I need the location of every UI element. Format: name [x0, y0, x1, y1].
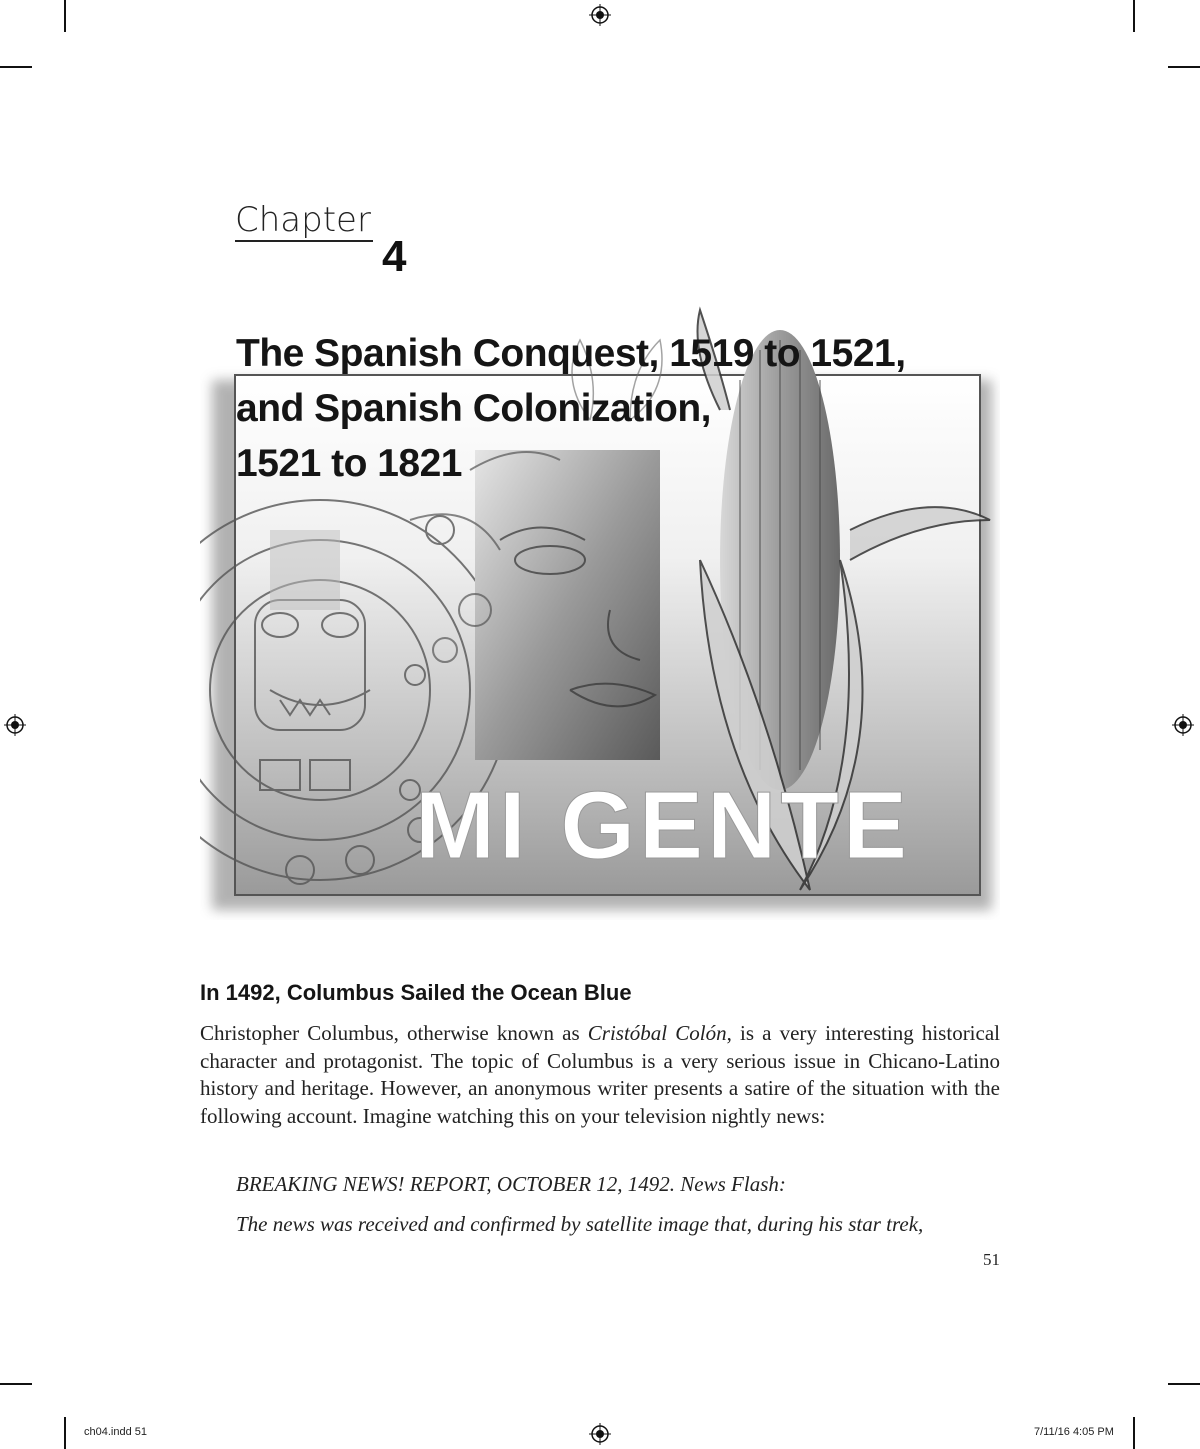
- slug-filename: ch04.indd 51: [84, 1426, 147, 1438]
- crop-mark: [1133, 0, 1135, 32]
- registration-mark-icon: [589, 1423, 611, 1445]
- crop-mark: [64, 0, 66, 32]
- registration-mark-icon: [4, 714, 26, 736]
- body-text-part: Christopher Columbus, otherwise known as: [200, 1021, 588, 1045]
- body-text-part: , is a very interesting historical character and protagonist. The topic of Columbus is a very serious issue in Chicano-Latino history and heritage. However, an anonymous writer presents a satire of the situation with the following account. Imagine watching this on your television nightly news:: [200, 1021, 1000, 1128]
- crop-mark: [0, 1383, 32, 1385]
- chapter-title-line: 1521 to 1821: [236, 442, 463, 485]
- quote-line: The news was received and confirmed by satellite image that, during his star trek,: [236, 1212, 924, 1236]
- crop-mark: [1133, 1417, 1135, 1449]
- quote-line: BREAKING NEWS! REPORT, OCTOBER 12, 1492. News Flash:: [236, 1172, 786, 1196]
- italic-name: Cristóbal Colón: [587, 1021, 727, 1045]
- crop-mark: [64, 1417, 66, 1449]
- crop-mark: [1168, 66, 1200, 68]
- section-heading: In 1492, Columbus Sailed the Ocean Blue: [200, 980, 632, 1005]
- crop-mark: [1168, 1383, 1200, 1385]
- registration-mark-icon: [1172, 714, 1194, 736]
- registration-mark-icon: [589, 4, 611, 26]
- chapter-title: [236, 326, 936, 491]
- chapter-label: Chapter: [235, 200, 371, 240]
- page-number: 51: [983, 1250, 1000, 1269]
- chapter-number: 4: [382, 232, 407, 281]
- chapter-underline: [235, 240, 373, 242]
- chapter-title-line: and Spanish Colonization,: [236, 387, 711, 430]
- chapter-title-line: The Spanish Conquest, 1519 to 1521,: [236, 332, 906, 375]
- banner-text: MI GENTE: [415, 772, 912, 879]
- body-paragraph: [200, 1020, 1000, 1130]
- crop-mark: [0, 66, 32, 68]
- slug-timestamp: 7/11/16 4:05 PM: [1034, 1426, 1114, 1438]
